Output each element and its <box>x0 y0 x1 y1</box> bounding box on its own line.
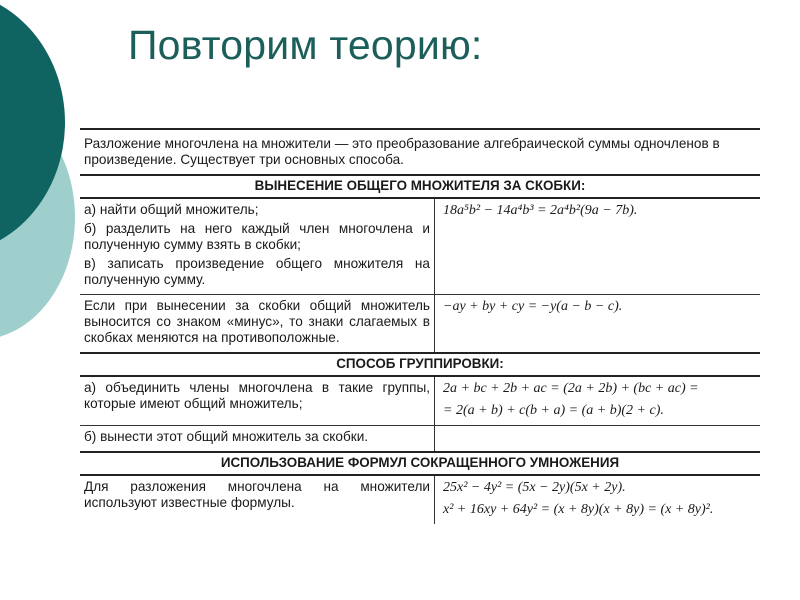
rule-cell <box>80 199 435 294</box>
formula: 2a + bc + 2b + ac = (2a + 2b) + (bc + ac) = <box>443 381 699 396</box>
rule-cell <box>80 377 435 425</box>
section-heading: ИСПОЛЬЗОВАНИЕ ФОРМУЛ СОКРАЩЕННОГО УМНОЖЕНИЯ <box>80 451 760 476</box>
intro-text: Разложение многочлена на множители — это преобразование алгебраической суммы одночленов в произведение. Существует три основных способа. <box>80 128 760 174</box>
table-row <box>80 377 760 426</box>
rule-cell <box>80 295 435 352</box>
formula: x² + 16xy + 64y² = (x + 8y)(x + 8y) = (x + 8y)². <box>443 502 714 517</box>
rule-step: б) вынести этот общий множитель за скобки. <box>84 429 369 444</box>
rule-cell <box>80 426 435 451</box>
section-heading: ВЫНЕСЕНИЕ ОБЩЕГО МНОЖИТЕЛЯ ЗА СКОБКИ: <box>80 174 760 199</box>
formula: −ay + by + cy = −y(a − b − c). <box>443 299 623 314</box>
theory-document <box>80 128 760 524</box>
slide-title: Повторим теорию: <box>128 22 483 68</box>
rule-step: а) объединить члены многочлена в такие группы, которые имеют общий множитель; <box>84 380 430 411</box>
formula: 25x² − 4y² = (5x − 2y)(5x + 2y). <box>443 480 626 495</box>
rule-note: Для разложения многочлена на множители используют известные формулы. <box>84 479 430 510</box>
table-row <box>80 199 760 295</box>
rule-cell <box>80 476 435 524</box>
example-cell <box>435 426 760 451</box>
formula: = 2(a + b) + c(b + a) = (a + b)(2 + c). <box>443 403 664 418</box>
rule-step: а) найти общий множитель; <box>84 202 259 217</box>
example-cell <box>435 295 760 352</box>
section-heading: СПОСОБ ГРУППИРОВКИ: <box>80 352 760 377</box>
rule-note: Если при вынесении за скобки общий множитель выносится со знаком «минус», то знаки слагаемых в скобках меняются на противоположные. <box>84 298 430 345</box>
formula: 18a⁵b² − 14a⁴b³ = 2a⁴b²(9a − 7b). <box>443 203 638 218</box>
table-row <box>80 295 760 352</box>
example-cell <box>435 476 760 524</box>
rule-step: в) записать произведение общего множителя на полученную сумму. <box>84 256 430 287</box>
example-cell <box>435 377 760 425</box>
table-row <box>80 426 760 451</box>
table-row <box>80 476 760 524</box>
example-cell <box>435 199 760 294</box>
rule-step: б) разделить на него каждый член многочлена и полученную сумму взять в скобки; <box>84 221 430 252</box>
